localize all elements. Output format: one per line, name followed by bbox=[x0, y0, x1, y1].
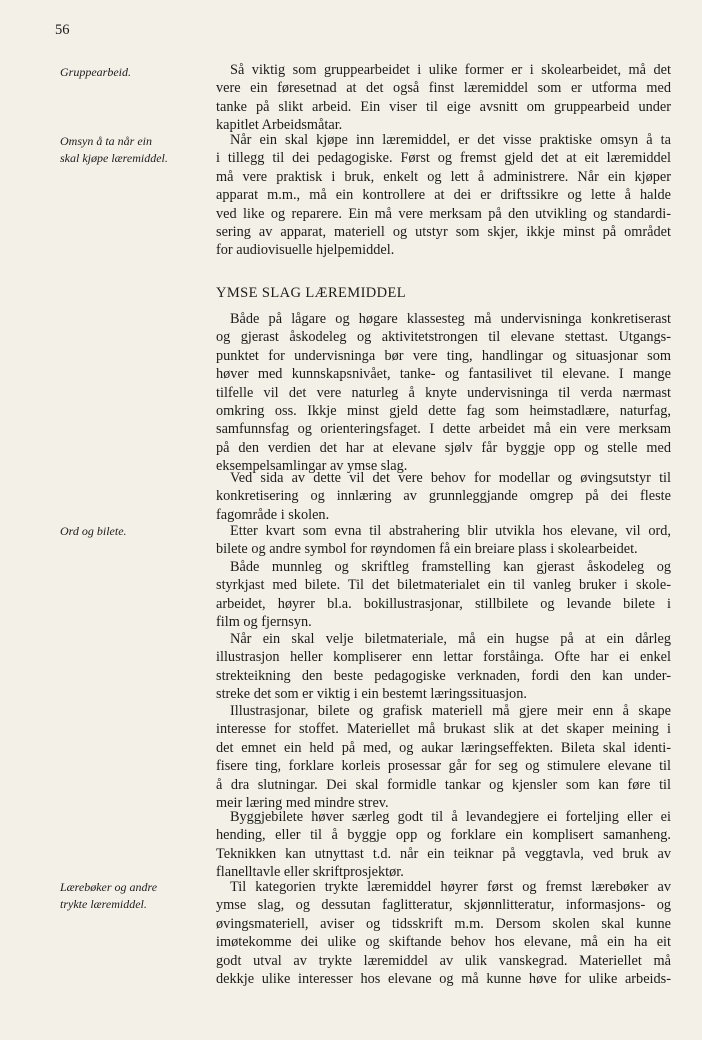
text-line: Både munnleg og skriftleg framstelling kan gjerast åskodeleg og bbox=[230, 559, 671, 575]
text-line: vere ein føresetnad at det også finst læremiddel som er utforma med bbox=[216, 80, 671, 97]
paragraph-biletmateriale bbox=[216, 630, 671, 704]
margin-note-line: trykte læremiddel. bbox=[60, 897, 147, 911]
text-line: imøtekomme dei ulike og skiftande behov hos elevane, må ein ha eit bbox=[216, 934, 671, 951]
page-number: 56 bbox=[55, 22, 70, 38]
text-line: arbeidet, høyrer bl.a. bokillustrasjonar, stillbilete og levande bilete i bbox=[216, 595, 671, 612]
text-line: øvingsmateriell, aviser og tidsskrift m.m. Dersom skolen skal kunne bbox=[216, 915, 671, 932]
text-line: høver med kunnskapsnivået, tanke- og fantasilivet til elevane. I mange bbox=[216, 366, 671, 383]
paragraph-ord-og-bilete bbox=[216, 522, 671, 559]
text-line: må vere praktisk i bruk, enkelt og lett å administrere. Når ein kjøper bbox=[216, 168, 671, 185]
margin-note-line: Ord og bilete. bbox=[60, 524, 127, 538]
text-line: å dra slutningar. Dei skal formidle tankar og kjensler som kan føre til bbox=[216, 776, 671, 793]
paragraph-omsyn bbox=[216, 131, 671, 260]
text-line: apparat m.m., må ein kontrollere at dei er driftssikre og lette å halde bbox=[216, 187, 671, 204]
paragraph-trykte-laeremiddel bbox=[216, 878, 671, 988]
text-line: dekkje ulike interesser hos elevane og må kunne høve for ulike arbeids- bbox=[216, 971, 671, 988]
text-line: sering av apparat, materiell og utstyr som skjer, ikkje minst på området bbox=[216, 224, 671, 241]
text-line: Byggjebilete høver særleg godt til å levandegjere ei forteljing eller ei bbox=[230, 809, 671, 825]
text-line: flanelltavle eller skriftprosjektør. bbox=[216, 864, 404, 881]
paragraph-byggjebilete bbox=[216, 808, 671, 882]
text-line: konkretisering og innlæring av grunnleggjande omgrep på dei fleste bbox=[216, 488, 671, 505]
text-line: punktet for undervisninga bør vere ting, handlingar og situasjonar som bbox=[216, 347, 671, 364]
text-line: Ved sida av dette vil det vere behov for modellar og øvingsutstyr til bbox=[230, 470, 671, 486]
text-line: styrkjast med bilete. Til det biletmaterialet ein til vanleg bruker i skole- bbox=[216, 577, 671, 594]
text-line: eksempelsamlingar av ymse slag. bbox=[216, 458, 408, 475]
text-line: Både på lågare og høgare klassesteg må undervisninga konkretiserast bbox=[230, 311, 671, 327]
text-line: Etter kvart som evna til abstrahering blir utvikla hos elevane, vil ord, bbox=[230, 523, 671, 539]
margin-note-gruppearbeid bbox=[60, 64, 210, 81]
paragraph-konkretisering bbox=[216, 310, 671, 476]
margin-note-line: Lærebøker og andre bbox=[60, 880, 158, 894]
text-line: meir læring med mindre strev. bbox=[216, 795, 389, 812]
margin-note-line: Gruppearbeid. bbox=[60, 65, 131, 79]
text-line: strekteikning den beste pedagogiske verknaden, fordi den kan under- bbox=[216, 667, 671, 684]
text-line: tanke på slikt arbeid. Ein viser til eige avsnitt om gruppearbeid under bbox=[216, 98, 671, 115]
paragraph-illustrasjonar bbox=[216, 702, 671, 812]
paragraph-modellar bbox=[216, 469, 671, 524]
margin-note-line: Omsyn å ta når ein bbox=[60, 134, 152, 148]
margin-note-omsyn bbox=[60, 133, 210, 167]
text-line: tilfelle vil det vere naturleg å knyte undervisninga til verda nærmast bbox=[216, 384, 671, 401]
text-line: film og fjernsyn. bbox=[216, 614, 312, 631]
text-line: hending, eller til å byggje opp og forklare ein komplisert samanheng. bbox=[216, 827, 671, 844]
text-line: godt utval av trykte læremiddel av ulik vanskegrad. Materiellet må bbox=[216, 952, 671, 969]
text-line: streke det som er viktig i ein bestemt læringssituasjon. bbox=[216, 686, 527, 703]
section-heading: YMSE SLAG LÆREMIDDEL bbox=[216, 285, 407, 301]
text-line: Så viktig som gruppearbeidet i ulike former er i skolearbeidet, må det bbox=[230, 62, 671, 78]
text-line: bilete og andre symbol for røyndomen få ein breiare plass i skolearbeidet. bbox=[216, 541, 638, 558]
text-line: omkring oss. Ikkje minst gjeld dette fag som heimstadlære, naturfag, bbox=[216, 403, 671, 420]
text-line: ymse slag, og dessutan faglitteratur, skjønnlitteratur, informasjons- og bbox=[216, 897, 671, 914]
text-line: Når ein skal kjøpe inn læremiddel, er det visse praktiske omsyn å ta bbox=[230, 132, 671, 148]
margin-note-line: skal kjøpe læremiddel. bbox=[60, 151, 168, 165]
text-line: det emnet ein held på med, og aukar læringseffekten. Bileta skal identi- bbox=[216, 739, 671, 756]
text-line: samfunnsfag og orienteringsfaget. I dette arbeidet må ein vere merksam bbox=[216, 421, 671, 438]
text-line: Til kategorien trykte læremiddel høyrer først og fremst lærebøker av bbox=[230, 879, 671, 895]
text-line: Når ein skal velje biletmateriale, må ein hugse på at ein dårleg bbox=[230, 631, 671, 647]
text-line: interesse for stoffet. Materiellet må brukast slik at det skaper meining i bbox=[216, 721, 671, 738]
text-line: fagområde i skolen. bbox=[216, 506, 330, 523]
text-line: for audiovisuelle hjelpemiddel. bbox=[216, 242, 395, 259]
text-line: fisere ting, forklare korleis prosessar går for seg og stimulere elevane til bbox=[216, 758, 671, 775]
paragraph-munnleg bbox=[216, 558, 671, 632]
text-line: og gjerast åskodeleg og aktivitetstrongen til elevane stettast. Utgangs- bbox=[216, 329, 671, 346]
text-line: kapitlet Arbeidsmåtar. bbox=[216, 117, 343, 134]
paragraph-gruppearbeid bbox=[216, 61, 671, 135]
text-line: på den verdien det har at elevane sjølv får byggje opp og stelle med bbox=[216, 439, 671, 456]
text-line: ved like og reparere. Ein må vere merksam på den utvikling og standardi- bbox=[216, 205, 671, 222]
text-line: Teknikken kan utnyttast t.d. når ein teiknar på veggtavla, ved bruk av bbox=[216, 845, 671, 862]
text-line: Illustrasjonar, bilete og grafisk materiell må gjere meir enn å skape bbox=[230, 703, 671, 719]
margin-note-ord-og-bilete bbox=[60, 523, 210, 540]
text-line: illustrasjon heller kompliserer enn lettar forståinga. Ofte har ei enkel bbox=[216, 649, 671, 666]
text-line: i tillegg til dei pedagogiske. Først og fremst gjeld det at eit læremiddel bbox=[216, 150, 671, 167]
margin-note-laereboker bbox=[60, 879, 210, 913]
